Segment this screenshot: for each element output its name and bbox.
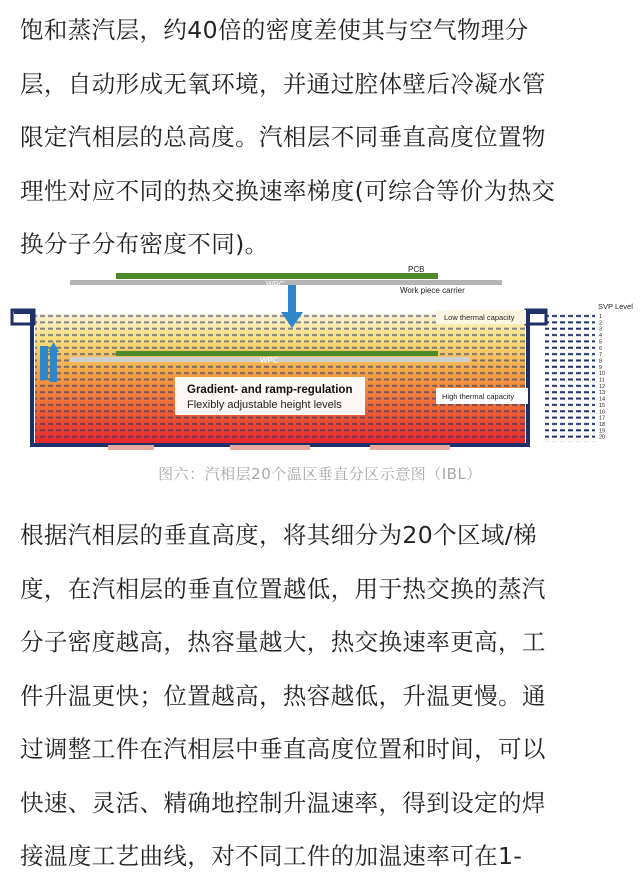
low-thermal-label: Low thermal capacity [444,313,515,322]
level-number: 17 [599,415,606,422]
lift-bar [50,352,57,382]
level-number: 18 [599,421,606,428]
heater-element [108,445,154,450]
level-number: 7 [599,352,603,359]
svp-level-dashes [545,314,595,442]
text-line: 件升温更快；位置越高，热容越低，升温更慢。通 [20,681,546,710]
pcb-label: PCB [408,265,425,274]
work-piece-carrier-bar [70,280,502,285]
level-number: 6 [599,345,603,352]
high-thermal-label: High thermal capacity [442,392,515,401]
level-numbers [599,314,605,441]
paragraph-bottom [20,509,626,884]
wpc-inner-label: WPC [260,356,279,365]
pcb-bar [116,273,438,279]
text-line: 层，自动形成无氧环境，并通过腔体壁后冷凝水管 [20,69,546,98]
text-line: 换分子分布密度不同)。 [20,230,269,258]
text-line: 快速、灵活、精确地控制升温速率，得到设定的焊 [20,788,546,817]
text-line: 接温度工艺曲线，对不同工件的加温速率可在1- [20,842,523,870]
heater-element [370,445,450,450]
figure-caption: 图六：汽相层20个温区垂直分区示意图（IBL） [158,465,482,483]
level-number: 13 [599,390,606,397]
text-line: 理性对应不同的热交换速率梯度(可综合等价为热交 [20,176,556,205]
paragraph-top [20,4,626,272]
level-number: 19 [599,428,606,435]
level-number: 4 [599,333,603,340]
level-number: 9 [599,364,603,371]
wpc-top-label: WPC [266,280,285,289]
text-line: 度，在汽相层的垂直位置越低，用于热交换的蒸汽 [20,574,546,603]
level-number: 2 [599,320,603,327]
text-line: 饱和蒸汽层，约40倍的密度差使其与空气物理分 [20,16,529,44]
down-arrow-shaft [288,285,296,313]
text-line: 分子密度越高，热容量越大，热交换速率更高，工 [20,628,546,656]
work-piece-carrier-label: Work piece carrier [400,286,465,295]
level-number: 8 [599,358,603,365]
text-line: 根据汽相层的垂直高度，将其细分为20个区域/梯 [20,521,538,549]
svp-level-label: SVP Level [598,302,633,311]
level-number: 1 [599,314,603,320]
heater-element [230,445,310,450]
level-number: 11 [599,377,605,384]
level-number: 20 [599,434,606,441]
level-number: 10 [599,371,606,378]
regulation-subtitle: Flexibly adjustable height levels [187,399,342,411]
level-number: 3 [599,326,603,333]
lift-bar [40,346,48,380]
level-number: 16 [599,409,606,416]
level-number: 5 [599,339,603,346]
level-number: 12 [599,383,606,390]
level-number: 14 [599,396,606,403]
text-line: 过调整工件在汽相层中垂直高度位置和时间，可以 [20,735,546,763]
vapor-phase-diagram [0,262,640,452]
text-line: 限定汽相层的总高度。汽相层不同垂直高度位置物 [20,123,546,151]
regulation-title: Gradient- and ramp-regulation [187,384,353,396]
level-number: 15 [599,402,606,409]
